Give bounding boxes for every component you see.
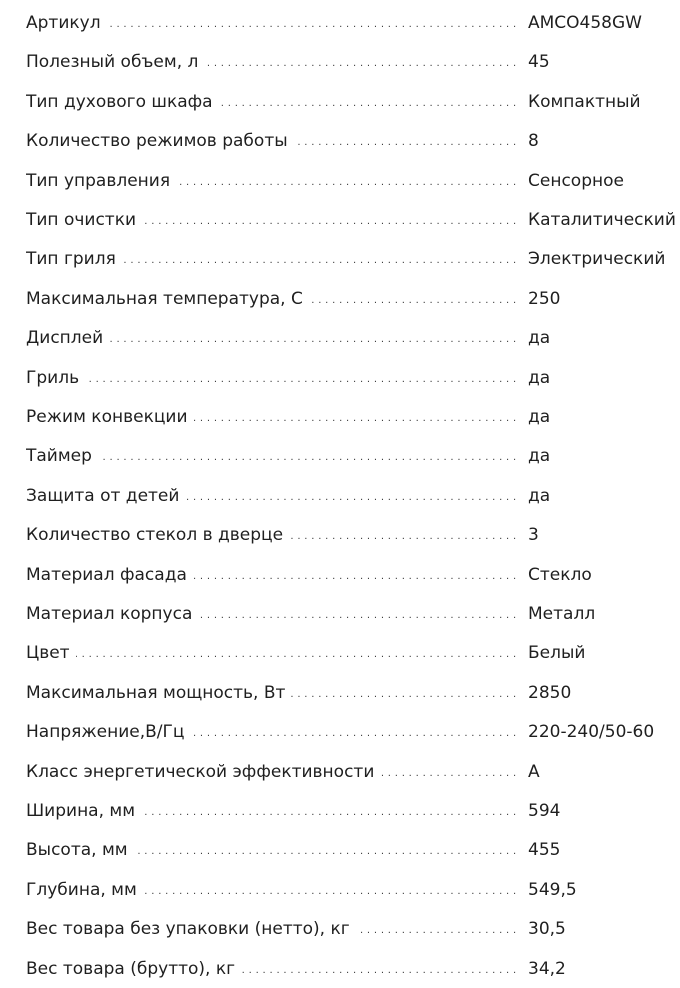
spec-row-door-glass-count: [0, 515, 680, 554]
spec-row-grill-type: [0, 239, 680, 278]
spec-row-max-power: [0, 673, 680, 712]
spec-value: 34,2: [528, 958, 566, 979]
spec-label-wrap: [26, 958, 518, 980]
spec-row-color: [0, 633, 680, 672]
spec-label: Тип гриля: [26, 249, 122, 269]
spec-value: 30,5: [528, 919, 566, 940]
spec-row-display: [0, 318, 680, 357]
spec-row-oven-type: [0, 82, 680, 121]
spec-row-convection: [0, 397, 680, 436]
spec-label: Защита от детей: [26, 486, 185, 506]
spec-row-gross-weight: [0, 949, 680, 988]
spec-label-wrap: [26, 642, 518, 664]
spec-value: 594: [528, 801, 561, 821]
spec-value: Металл: [528, 604, 596, 624]
spec-label-wrap: [26, 248, 518, 270]
spec-label-wrap: [26, 12, 518, 34]
spec-row-article: [0, 3, 680, 42]
spec-row-height: [0, 830, 680, 869]
spec-label: Ширина, мм: [26, 801, 141, 821]
spec-label-wrap: [26, 800, 518, 822]
spec-label-wrap: [26, 485, 518, 507]
spec-value: 45: [528, 52, 550, 73]
spec-label: Артикул: [26, 13, 107, 33]
spec-row-width: [0, 791, 680, 830]
spec-label: Полезный объем, л: [26, 52, 204, 72]
spec-label: Гриль: [26, 368, 85, 388]
spec-value: 220-240/50-60: [528, 722, 655, 743]
spec-label-wrap: [26, 327, 518, 349]
spec-label: Вес товара без упаковки (нетто), кг: [26, 919, 356, 939]
spec-label-wrap: [26, 209, 518, 231]
spec-value: 3: [528, 525, 539, 546]
spec-row-child-lock: [0, 476, 680, 515]
spec-label-wrap: [26, 170, 518, 192]
spec-label-wrap: [26, 761, 518, 783]
spec-label-wrap: [26, 130, 518, 152]
spec-row-cleaning-type: [0, 200, 680, 239]
spec-label: Дисплей: [26, 328, 109, 348]
spec-label: Глубина, мм: [26, 880, 143, 900]
spec-row-timer: [0, 436, 680, 475]
spec-label: Количество стекол в дверце: [26, 525, 289, 545]
spec-label: Вес товара (брутто), кг: [26, 959, 241, 979]
spec-label-wrap: [26, 721, 518, 743]
spec-value: AMCO458GW: [528, 13, 642, 33]
spec-label: Режим конвекции: [26, 407, 194, 427]
spec-row-modes: [0, 121, 680, 160]
spec-row-energy-class: [0, 752, 680, 791]
spec-value: да: [528, 446, 551, 467]
spec-value: Каталитический: [528, 210, 676, 230]
spec-value: Компактный: [528, 91, 641, 112]
spec-label: Материал корпуса: [26, 604, 198, 624]
spec-value: Стекло: [528, 564, 592, 585]
spec-label: Таймер: [26, 446, 98, 466]
spec-label: Максимальная температура, С: [26, 289, 309, 309]
spec-value: да: [528, 367, 551, 388]
spec-label-wrap: [26, 603, 518, 625]
spec-label: Высота, мм: [26, 840, 134, 860]
spec-value: да: [528, 328, 551, 349]
spec-label: Количество режимов работы: [26, 131, 294, 151]
spec-label-wrap: [26, 51, 518, 73]
spec-label-wrap: [26, 524, 518, 546]
spec-value: Белый: [528, 643, 586, 664]
spec-label-wrap: [26, 918, 518, 940]
spec-value: 549,5: [528, 879, 577, 900]
spec-row-volume: [0, 42, 680, 81]
spec-row-facade-material: [0, 555, 680, 594]
spec-value: Электрический: [528, 249, 666, 270]
spec-label-wrap: [26, 445, 518, 467]
spec-label: Напряжение,В/Гц: [26, 722, 190, 742]
spec-label-wrap: [26, 406, 518, 428]
spec-label-wrap: [26, 839, 518, 861]
spec-label-wrap: [26, 682, 518, 704]
spec-label: Тип духового шкафа: [26, 92, 219, 112]
spec-label-wrap: [26, 91, 518, 113]
spec-value: 250: [528, 288, 561, 309]
spec-label-wrap: [26, 564, 518, 586]
spec-row-control-type: [0, 161, 680, 200]
spec-row-voltage: [0, 712, 680, 751]
spec-label-wrap: [26, 367, 518, 389]
spec-label: Цвет: [26, 643, 76, 663]
spec-label: Тип очистки: [26, 210, 142, 230]
spec-row-net-weight: [0, 909, 680, 948]
spec-label: Класс энергетической эффективности: [26, 762, 380, 782]
spec-value: 8: [528, 131, 539, 152]
spec-row-body-material: [0, 594, 680, 633]
spec-value: 2850: [528, 682, 572, 703]
spec-row-depth: [0, 870, 680, 909]
spec-row-grill: [0, 358, 680, 397]
spec-value: да: [528, 485, 551, 506]
spec-row-max-temperature: [0, 279, 680, 318]
spec-label: Материал фасада: [26, 565, 193, 585]
spec-label-wrap: [26, 879, 518, 901]
spec-value: Сенсорное: [528, 170, 624, 191]
spec-label: Максимальная мощность, Вт: [26, 683, 291, 703]
spec-label: Тип управления: [26, 171, 176, 191]
spec-value: 455: [528, 840, 561, 861]
spec-value: A: [528, 761, 540, 782]
spec-label-wrap: [26, 288, 518, 310]
spec-value: да: [528, 407, 551, 427]
